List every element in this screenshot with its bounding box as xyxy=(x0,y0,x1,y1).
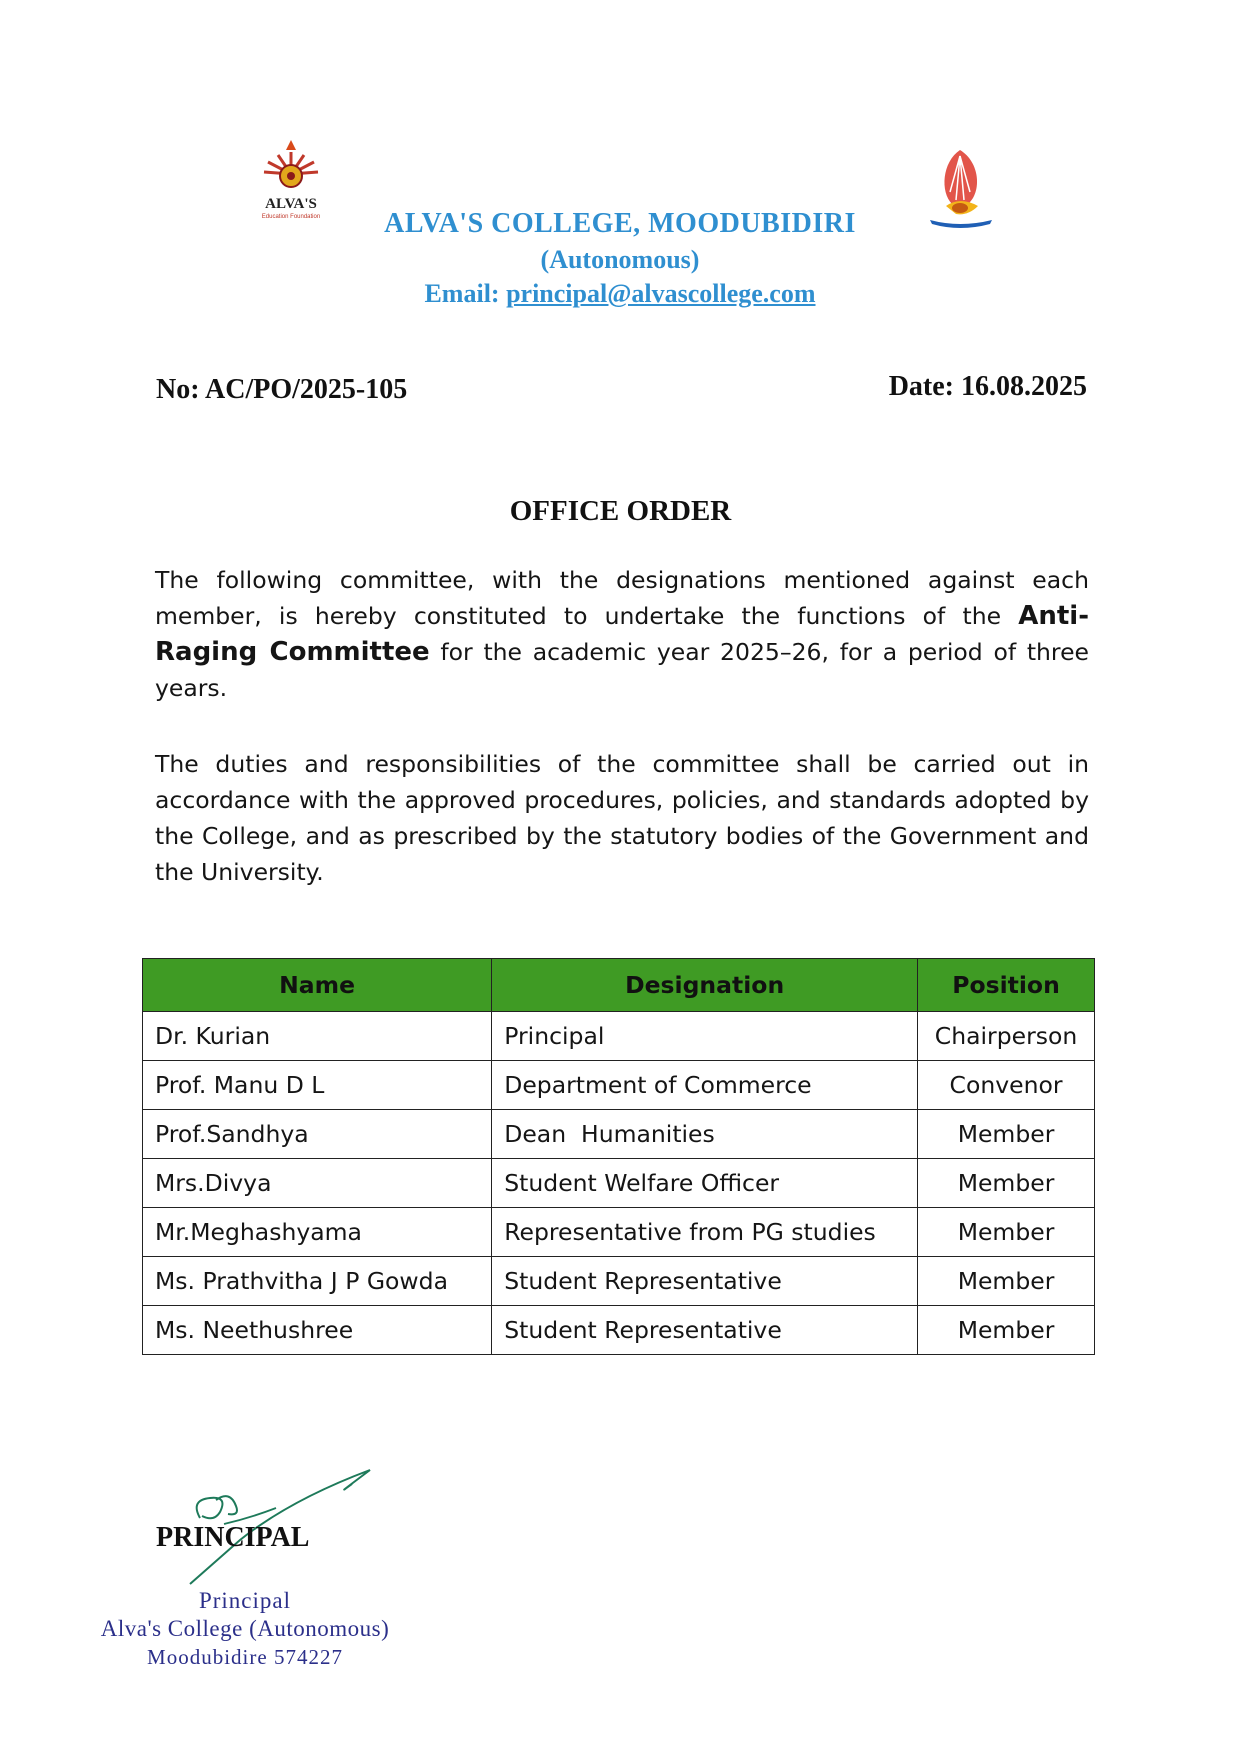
committee-table xyxy=(142,958,1095,1355)
college-status: (Autonomous) xyxy=(540,245,700,274)
member-name: Mrs.Divya xyxy=(143,1159,492,1208)
member-designation: Department of Commerce xyxy=(492,1061,918,1110)
email-label: Email: xyxy=(424,279,500,308)
member-designation: Student Representative xyxy=(492,1257,918,1306)
member-designation: Representative from PG studies xyxy=(492,1208,918,1257)
table-header-row xyxy=(143,959,1095,1012)
member-name: Mr.Meghashyama xyxy=(143,1208,492,1257)
committee-name: Anti-Raging Committee xyxy=(155,601,1089,667)
email-link[interactable]: principal@alvascollege.com xyxy=(506,279,816,308)
logo-left-text: ALVA'S xyxy=(265,196,317,212)
member-position: Member xyxy=(918,1208,1095,1257)
p1-text-end: for the academic year 2025–26, for a period of three years. xyxy=(155,638,1089,702)
member-name: Dr. Kurian xyxy=(143,1012,492,1061)
p1-text-start: The following committee, with the designations mentioned against each member, is hereby constituted to undertake the functions of the xyxy=(155,566,1089,630)
table-row xyxy=(143,1306,1095,1355)
logo-left-subtext: Education Foundation xyxy=(261,214,321,220)
member-designation: Principal xyxy=(492,1012,918,1061)
member-position: Member xyxy=(918,1306,1095,1355)
table-row xyxy=(143,1110,1095,1159)
signature-label: PRINCIPAL xyxy=(156,1522,310,1553)
order-number: No: AC/PO/2025-105 xyxy=(156,374,408,405)
member-designation: Student Representative xyxy=(492,1306,918,1355)
paragraph-constitution xyxy=(155,562,1089,706)
page-title: OFFICE ORDER xyxy=(509,495,732,527)
member-name: Prof. Manu D L xyxy=(143,1061,492,1110)
table-row xyxy=(143,1012,1095,1061)
member-name: Ms. Prathvitha J P Gowda xyxy=(143,1257,492,1306)
table-row xyxy=(143,1257,1095,1306)
column-header-designation: Designation xyxy=(492,959,918,1012)
member-position: Convenor xyxy=(918,1061,1095,1110)
member-position: Member xyxy=(918,1257,1095,1306)
column-header-name: Name xyxy=(143,959,492,1012)
member-designation: Student Welfare Officer xyxy=(492,1159,918,1208)
table-row xyxy=(143,1159,1095,1208)
member-designation: Dean Humanities xyxy=(492,1110,918,1159)
stamp-place: Moodubidire 574227 xyxy=(147,1645,343,1669)
table-row xyxy=(143,1061,1095,1110)
college-name: ALVA'S COLLEGE, MOODUBIDIRI xyxy=(384,208,856,239)
table-row xyxy=(143,1208,1095,1257)
stamp-title: Principal xyxy=(198,1588,292,1613)
paragraph-duties: The duties and responsibilities of the committee shall be carried out in accordance with the approved procedures, policies, and standards adopted by the College, and as prescribed by the statutory bodies of the Government and the University. xyxy=(155,750,1089,886)
column-header-position: Position xyxy=(918,959,1095,1012)
college-email-line xyxy=(300,279,940,309)
stamp-college: Alva's College (Autonomous) xyxy=(100,1616,390,1641)
member-position: Member xyxy=(918,1159,1095,1208)
order-date: Date: 16.08.2025 xyxy=(888,371,1087,402)
member-position: Chairperson xyxy=(918,1012,1095,1061)
member-position: Member xyxy=(918,1110,1095,1159)
member-name: Ms. Neethushree xyxy=(143,1306,492,1355)
member-name: Prof.Sandhya xyxy=(143,1110,492,1159)
